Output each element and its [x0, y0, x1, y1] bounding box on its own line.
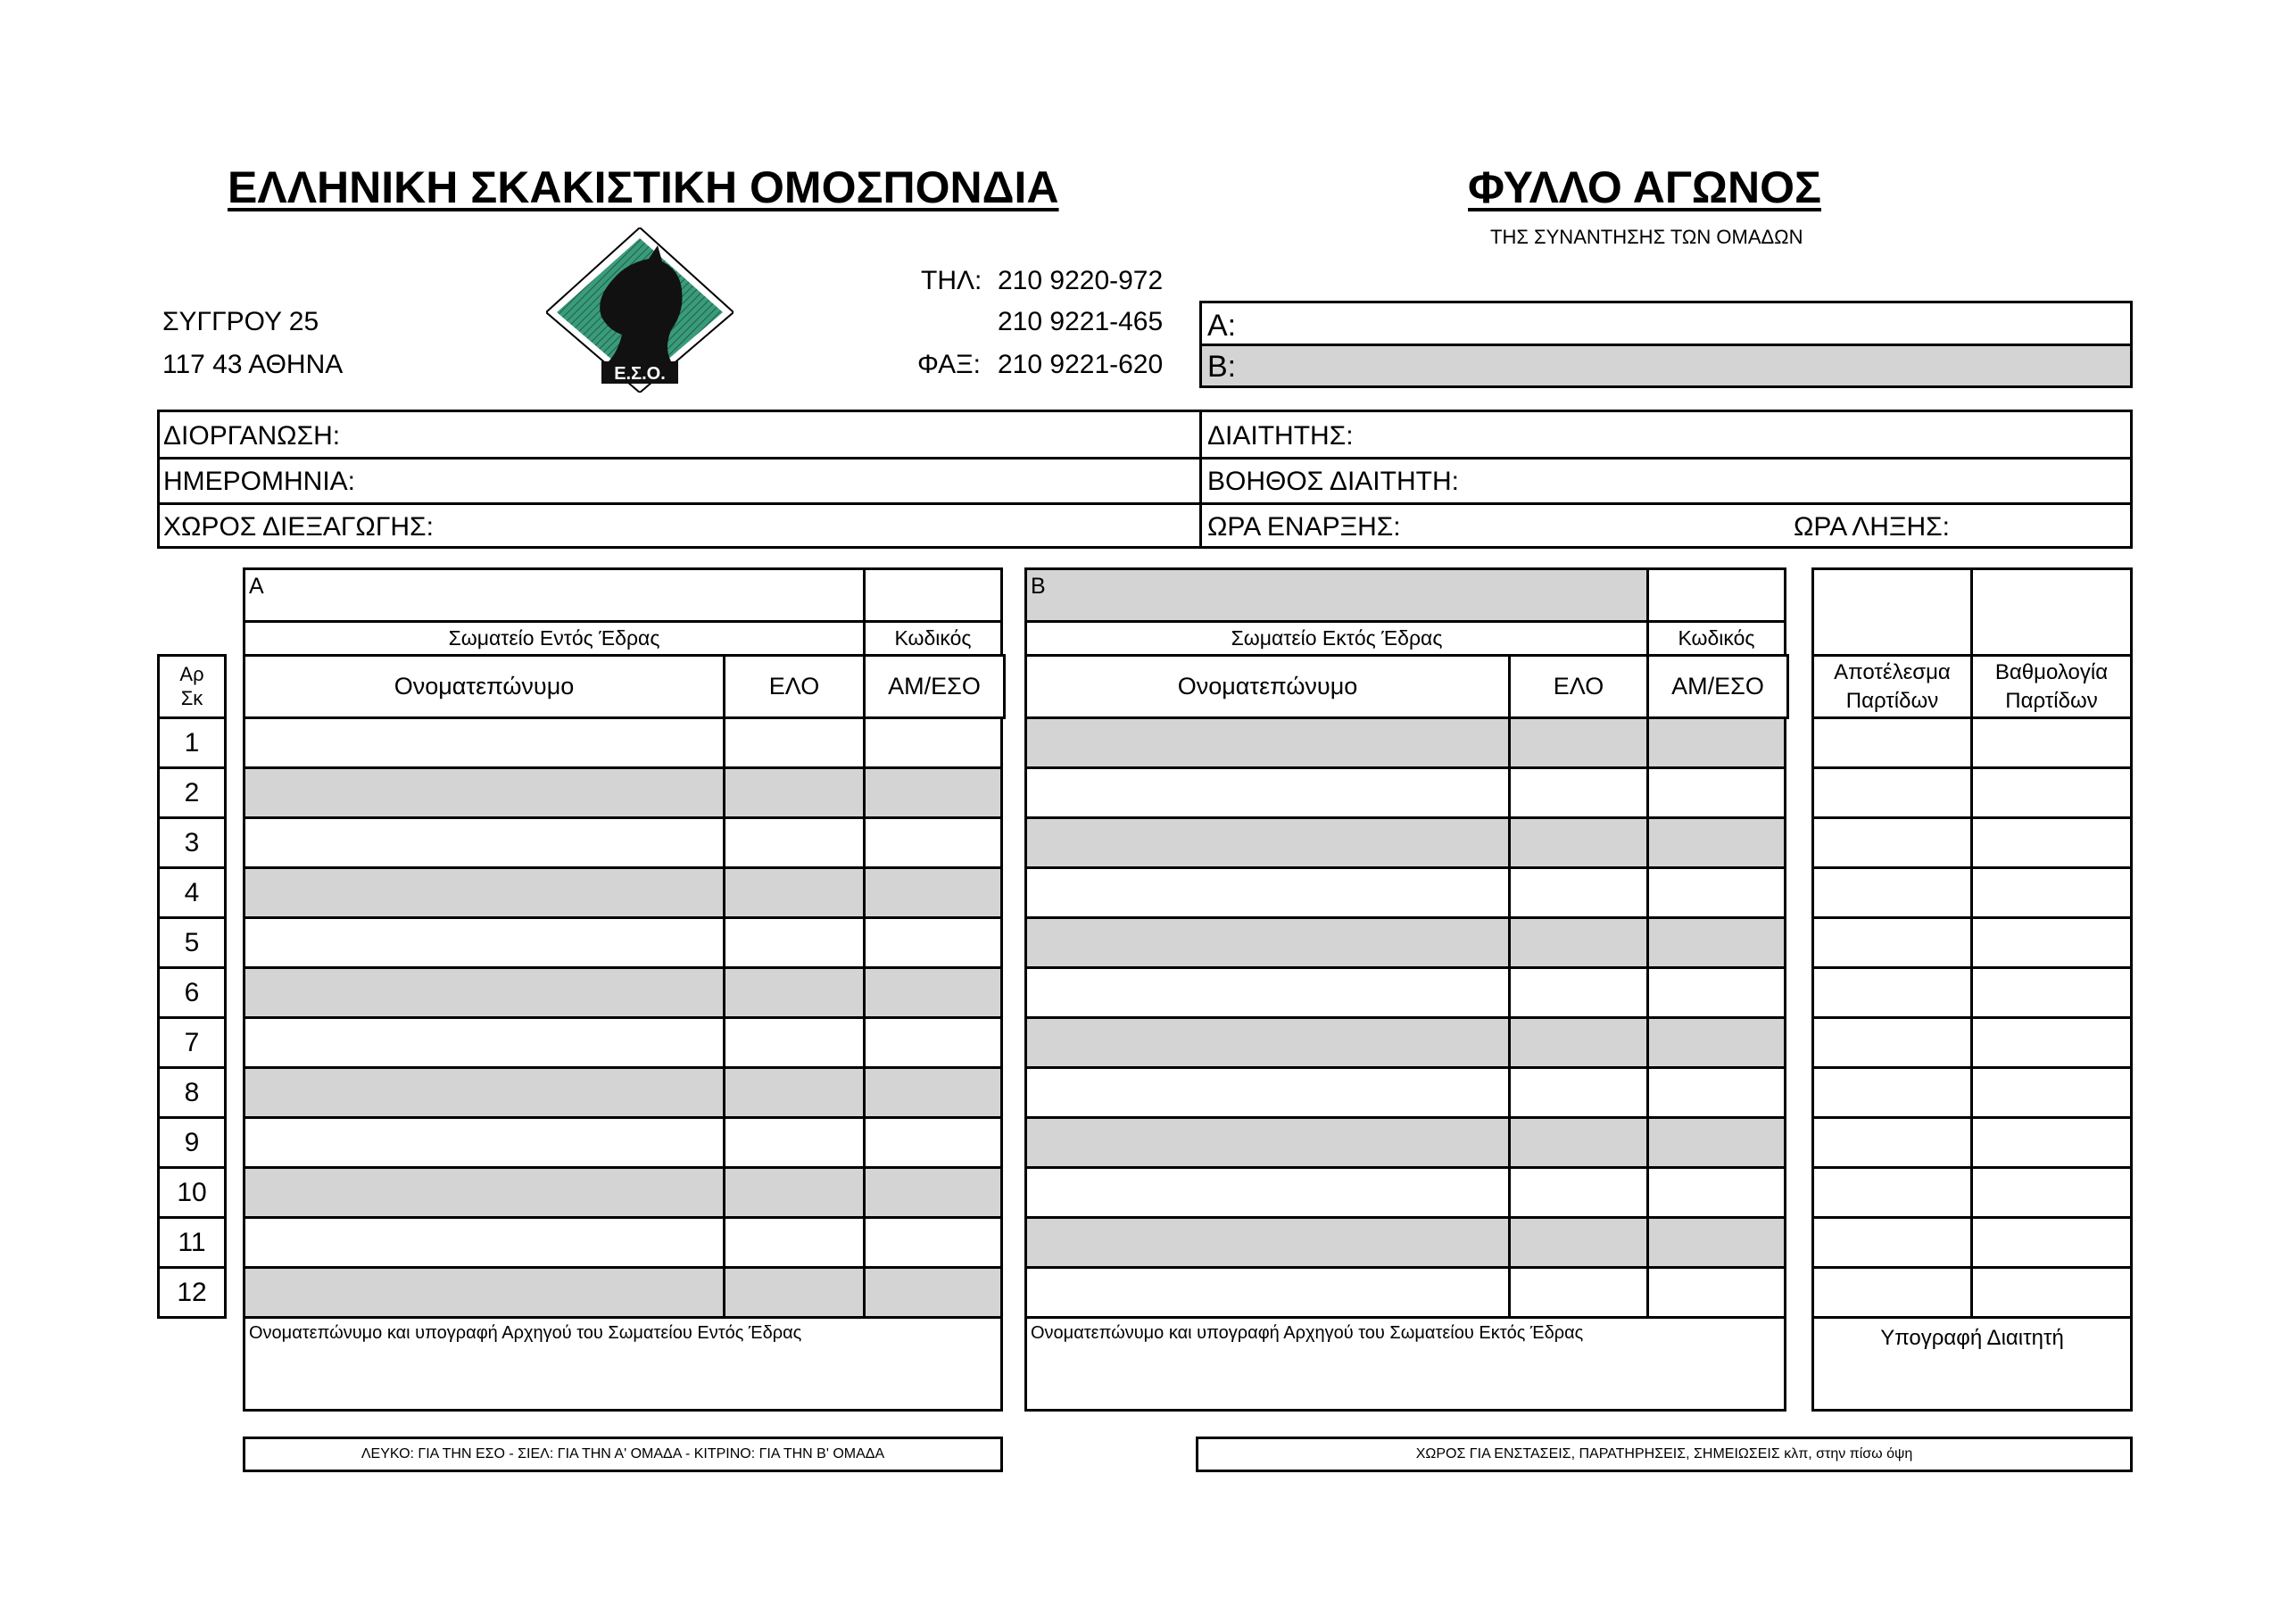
home-player-elo-cell[interactable]	[723, 916, 866, 969]
game-score-cell[interactable]	[1970, 716, 2133, 769]
away-player-id-cell[interactable]	[1646, 1016, 1786, 1069]
address-line-1: ΣΥΓΓΡΟΥ 25	[162, 307, 319, 336]
away-name-header-text: Ονοματεπώνυμο	[1177, 673, 1358, 700]
home-player-name-cell[interactable]	[243, 916, 725, 969]
home-player-name-cell[interactable]	[243, 1266, 725, 1319]
game-score-cell[interactable]	[1970, 1066, 2133, 1119]
away-player-name-cell[interactable]	[1024, 1016, 1511, 1069]
away-elo-header	[1508, 654, 1649, 719]
home-player-id-cell[interactable]	[863, 916, 1003, 969]
organizer-field[interactable]: ΔΙΟΡΓΑΝΩΣΗ:	[163, 421, 341, 451]
home-player-name-cell[interactable]	[243, 1016, 725, 1069]
game-score-cell[interactable]	[1970, 1166, 2133, 1219]
away-player-elo-cell[interactable]	[1508, 816, 1649, 869]
home-player-id-cell[interactable]	[863, 1266, 1003, 1319]
away-player-name-cell[interactable]	[1024, 1116, 1511, 1169]
results-blank-header-b	[1970, 567, 2133, 657]
board-number: 10	[157, 1166, 227, 1219]
home-name-header	[243, 654, 725, 719]
venue-field[interactable]: ΧΩΡΟΣ ΔΙΕΞΑΓΩΓΗΣ:	[163, 512, 434, 542]
board-number: 9	[157, 1116, 227, 1169]
away-player-id-cell[interactable]	[1646, 1066, 1786, 1119]
arbiter-signature-label: Υπογραφή Διαιτητή	[1880, 1326, 2064, 1350]
home-player-id-cell[interactable]	[863, 1166, 1003, 1219]
away-code-label-text: Κωδικός	[1678, 626, 1755, 650]
home-player-name-cell[interactable]	[243, 1216, 725, 1269]
board-header-line-2: Σκ	[180, 686, 203, 709]
home-captain-signature-field[interactable]	[243, 1316, 1003, 1412]
away-player-id-cell[interactable]	[1646, 866, 1786, 919]
away-player-elo-cell[interactable]	[1508, 1116, 1649, 1169]
away-player-elo-cell[interactable]	[1508, 766, 1649, 819]
game-result-cell[interactable]	[1811, 1066, 1973, 1119]
home-player-elo-cell[interactable]	[723, 1166, 866, 1219]
game-result-cell[interactable]	[1811, 1216, 1973, 1269]
results-blank-header-a	[1811, 567, 1973, 657]
copies-note-text: ΛΕΥΚΟ: ΓΙΑ ΤΗΝ ΕΣΟ - ΣΙΕΛ: ΓΙΑ ΤΗΝ Α' ΟΜΑΔΑ - ΚΙΤΡΙΝΟ: ΓΙΑ ΤΗΝ Β' ΟΜΑΔΑ	[361, 1446, 885, 1462]
copies-note	[243, 1437, 1003, 1472]
home-player-name-cell[interactable]	[243, 866, 725, 919]
game-result-cell[interactable]	[1811, 1016, 1973, 1069]
home-player-elo-cell[interactable]	[723, 1216, 866, 1269]
team-a-field[interactable]: Α:	[1207, 309, 1237, 343]
result-column-header	[1811, 654, 1973, 719]
result-header-line-2: Παρτίδων	[1845, 688, 1939, 713]
away-player-elo-cell[interactable]	[1508, 1266, 1649, 1319]
address-line-2: 117 43 ΑΘΗΝΑ	[162, 350, 344, 379]
away-player-elo-cell[interactable]	[1508, 916, 1649, 969]
home-player-id-cell[interactable]	[863, 716, 1003, 769]
home-code-label	[863, 620, 1003, 657]
board-number: 2	[157, 766, 227, 819]
remarks-note-text: ΧΩΡΟΣ ΓΙΑ ΕΝΣΤΑΣΕΙΣ, ΠΑΡΑΤΗΡΗΣΕΙΣ, ΣΗΜΕΙΩΣΕΙΣ κλπ, στην πίσω όψη	[1415, 1446, 1913, 1462]
away-player-id-cell[interactable]	[1646, 766, 1786, 819]
away-player-id-cell[interactable]	[1646, 966, 1786, 1019]
away-player-name-cell[interactable]	[1024, 766, 1511, 819]
sheet-subtitle: ΤΗΣ ΣΥΝΑΝΤΗΣΗΣ ΤΩΝ ΟΜΑΔΩΝ	[1490, 226, 1803, 248]
game-score-cell[interactable]	[1970, 916, 2133, 969]
away-player-id-cell[interactable]	[1646, 716, 1786, 769]
fax-number: 210 9221-620	[998, 350, 1164, 379]
match-info-box	[157, 410, 2133, 549]
away-team-name-field[interactable]	[1024, 567, 1649, 623]
away-player-id-cell[interactable]	[1646, 1166, 1786, 1219]
away-player-name-cell[interactable]	[1024, 866, 1511, 919]
logo-text: Ε.Σ.Ο.	[614, 364, 666, 384]
home-captain-signature-label: Ονοματεπώνυμο και υπογραφή Αρχηγού του Σωματείου Εντός Έδρας	[249, 1323, 802, 1343]
board-number: 4	[157, 866, 227, 919]
game-score-cell[interactable]	[1970, 866, 2133, 919]
away-player-name-cell[interactable]	[1024, 1266, 1511, 1319]
away-player-elo-cell[interactable]	[1508, 716, 1649, 769]
away-player-name-cell[interactable]	[1024, 1066, 1511, 1119]
home-code-field[interactable]	[863, 567, 1003, 623]
federation-logo	[546, 228, 734, 393]
home-player-elo-cell[interactable]	[723, 966, 866, 1019]
board-number: 11	[157, 1216, 227, 1269]
away-id-header-text: ΑΜ/ΕΣΟ	[1671, 673, 1764, 700]
game-score-cell[interactable]	[1970, 766, 2133, 819]
home-team-name-field[interactable]	[243, 567, 866, 623]
assistant-arbiter-field[interactable]: ΒΟΗΘΟΣ ΔΙΑΙΤΗΤΗ:	[1207, 467, 1459, 496]
home-player-elo-cell[interactable]	[723, 716, 866, 769]
home-player-elo-cell[interactable]	[723, 816, 866, 869]
away-player-name-cell[interactable]	[1024, 716, 1511, 769]
away-code-label	[1646, 620, 1786, 657]
away-player-name-cell[interactable]	[1024, 916, 1511, 969]
home-elo-header	[723, 654, 866, 719]
teams-box	[1199, 301, 2133, 388]
home-player-elo-cell[interactable]	[723, 1266, 866, 1319]
game-score-cell[interactable]	[1970, 1266, 2133, 1319]
home-player-id-cell[interactable]	[863, 766, 1003, 819]
result-header-line-1: Αποτέλεσμα	[1834, 660, 1951, 685]
home-id-header-text: ΑΜ/ΕΣΟ	[888, 673, 981, 700]
board-number: 3	[157, 816, 227, 869]
game-result-cell[interactable]	[1811, 1166, 1973, 1219]
home-player-id-cell[interactable]	[863, 966, 1003, 1019]
board-number: 7	[157, 1016, 227, 1069]
game-result-cell[interactable]	[1811, 1266, 1973, 1319]
away-player-elo-cell[interactable]	[1508, 1016, 1649, 1069]
home-player-id-cell[interactable]	[863, 1216, 1003, 1269]
home-club-label	[243, 620, 866, 657]
away-player-elo-cell[interactable]	[1508, 966, 1649, 1019]
game-result-cell[interactable]	[1811, 816, 1973, 869]
away-player-name-cell[interactable]	[1024, 966, 1511, 1019]
score-column-header	[1970, 654, 2133, 719]
arbiter-signature-field[interactable]	[1811, 1316, 2133, 1412]
board-number: 12	[157, 1266, 227, 1319]
away-player-name-cell[interactable]	[1024, 816, 1511, 869]
home-player-id-cell[interactable]	[863, 1016, 1003, 1069]
game-result-cell[interactable]	[1811, 1116, 1973, 1169]
away-player-id-cell[interactable]	[1646, 816, 1786, 869]
game-result-cell[interactable]	[1811, 716, 1973, 769]
arbiter-field[interactable]: ΔΙΑΙΤΗΤΗΣ:	[1207, 421, 1354, 451]
away-player-id-cell[interactable]	[1646, 1116, 1786, 1169]
home-player-elo-cell[interactable]	[723, 866, 866, 919]
federation-title: ΕΛΛΗΝΙΚΗ ΣΚΑΚΙΣΤΙΚΗ ΟΜΟΣΠΟΝΔΙΑ	[228, 162, 1059, 212]
home-player-elo-cell[interactable]	[723, 766, 866, 819]
board-number: 8	[157, 1066, 227, 1119]
home-player-name-cell[interactable]	[243, 966, 725, 1019]
game-result-cell[interactable]	[1811, 866, 1973, 919]
away-code-field[interactable]	[1646, 567, 1786, 623]
game-score-cell[interactable]	[1970, 1216, 2133, 1269]
away-player-id-cell[interactable]	[1646, 1216, 1786, 1269]
board-number-header	[157, 654, 227, 719]
start-time-field[interactable]: ΩΡΑ ΕΝΑΡΞΗΣ:	[1207, 512, 1401, 542]
away-player-id-cell[interactable]	[1646, 916, 1786, 969]
home-player-elo-cell[interactable]	[723, 1116, 866, 1169]
away-club-label	[1024, 620, 1649, 657]
sheet-title: ΦΥΛΛΟ ΑΓΩΝΟΣ	[1468, 162, 1821, 212]
home-code-label-text: Κωδικός	[894, 626, 972, 650]
board-number: 5	[157, 916, 227, 969]
tel-2: 210 9221-465	[998, 307, 1164, 336]
home-player-name-cell[interactable]	[243, 1066, 725, 1119]
away-captain-signature-field[interactable]	[1024, 1316, 1786, 1412]
game-result-cell[interactable]	[1811, 766, 1973, 819]
game-result-cell[interactable]	[1811, 916, 1973, 969]
tel-label: ΤΗΛ:	[921, 266, 982, 295]
game-score-cell[interactable]	[1970, 966, 2133, 1019]
board-number: 1	[157, 716, 227, 769]
score-header-line-2: Παρτίδων	[2005, 688, 2098, 713]
board-header-line-1: Αρ	[179, 663, 204, 686]
fax-label: ΦΑΞ:	[917, 350, 981, 379]
away-club-label-text: Σωματείο Εκτός Έδρας	[1231, 626, 1443, 650]
home-player-name-cell[interactable]	[243, 816, 725, 869]
home-player-elo-cell[interactable]	[723, 1016, 866, 1069]
away-player-elo-cell[interactable]	[1508, 1066, 1649, 1119]
home-player-name-cell[interactable]	[243, 1116, 725, 1169]
game-score-cell[interactable]	[1970, 1016, 2133, 1069]
away-player-elo-cell[interactable]	[1508, 1166, 1649, 1219]
home-player-name-cell[interactable]	[243, 1166, 725, 1219]
away-player-name-cell[interactable]	[1024, 1166, 1511, 1219]
away-elo-header-text: ΕΛΟ	[1553, 673, 1604, 700]
home-player-name-cell[interactable]	[243, 766, 725, 819]
home-id-header	[863, 654, 1006, 719]
away-player-elo-cell[interactable]	[1508, 1216, 1649, 1269]
remarks-note	[1196, 1437, 2133, 1472]
away-name-header	[1024, 654, 1511, 719]
board-number: 6	[157, 966, 227, 1019]
tel-1: 210 9220-972	[998, 266, 1164, 295]
home-name-header-text: Ονοματεπώνυμο	[394, 673, 575, 700]
home-player-id-cell[interactable]	[863, 866, 1003, 919]
away-captain-signature-label: Ονοματεπώνυμο και υπογραφή Αρχηγού του Σωματείου Εκτός Έδρας	[1031, 1323, 1584, 1343]
away-player-id-cell[interactable]	[1646, 1266, 1786, 1319]
away-team-letter: Β	[1031, 574, 1046, 599]
home-player-name-cell[interactable]	[243, 716, 725, 769]
team-b-field[interactable]: Β:	[1207, 350, 1237, 384]
home-player-id-cell[interactable]	[863, 1066, 1003, 1119]
home-team-letter: Α	[249, 574, 264, 599]
home-player-id-cell[interactable]	[863, 1116, 1003, 1169]
away-player-name-cell[interactable]	[1024, 1216, 1511, 1269]
home-player-elo-cell[interactable]	[723, 1066, 866, 1119]
game-score-cell[interactable]	[1970, 816, 2133, 869]
home-club-label-text: Σωματείο Εντός Έδρας	[448, 626, 660, 650]
end-time-field[interactable]: ΩΡΑ ΛΗΞΗΣ:	[1794, 512, 1950, 542]
date-field[interactable]: ΗΜΕΡΟΜΗΝΙΑ:	[163, 467, 356, 496]
home-elo-header-text: ΕΛΟ	[768, 673, 820, 700]
home-player-id-cell[interactable]	[863, 816, 1003, 869]
away-player-elo-cell[interactable]	[1508, 866, 1649, 919]
game-score-cell[interactable]	[1970, 1116, 2133, 1169]
score-header-line-1: Βαθμολογία	[1994, 660, 2109, 685]
game-result-cell[interactable]	[1811, 966, 1973, 1019]
away-id-header	[1646, 654, 1789, 719]
